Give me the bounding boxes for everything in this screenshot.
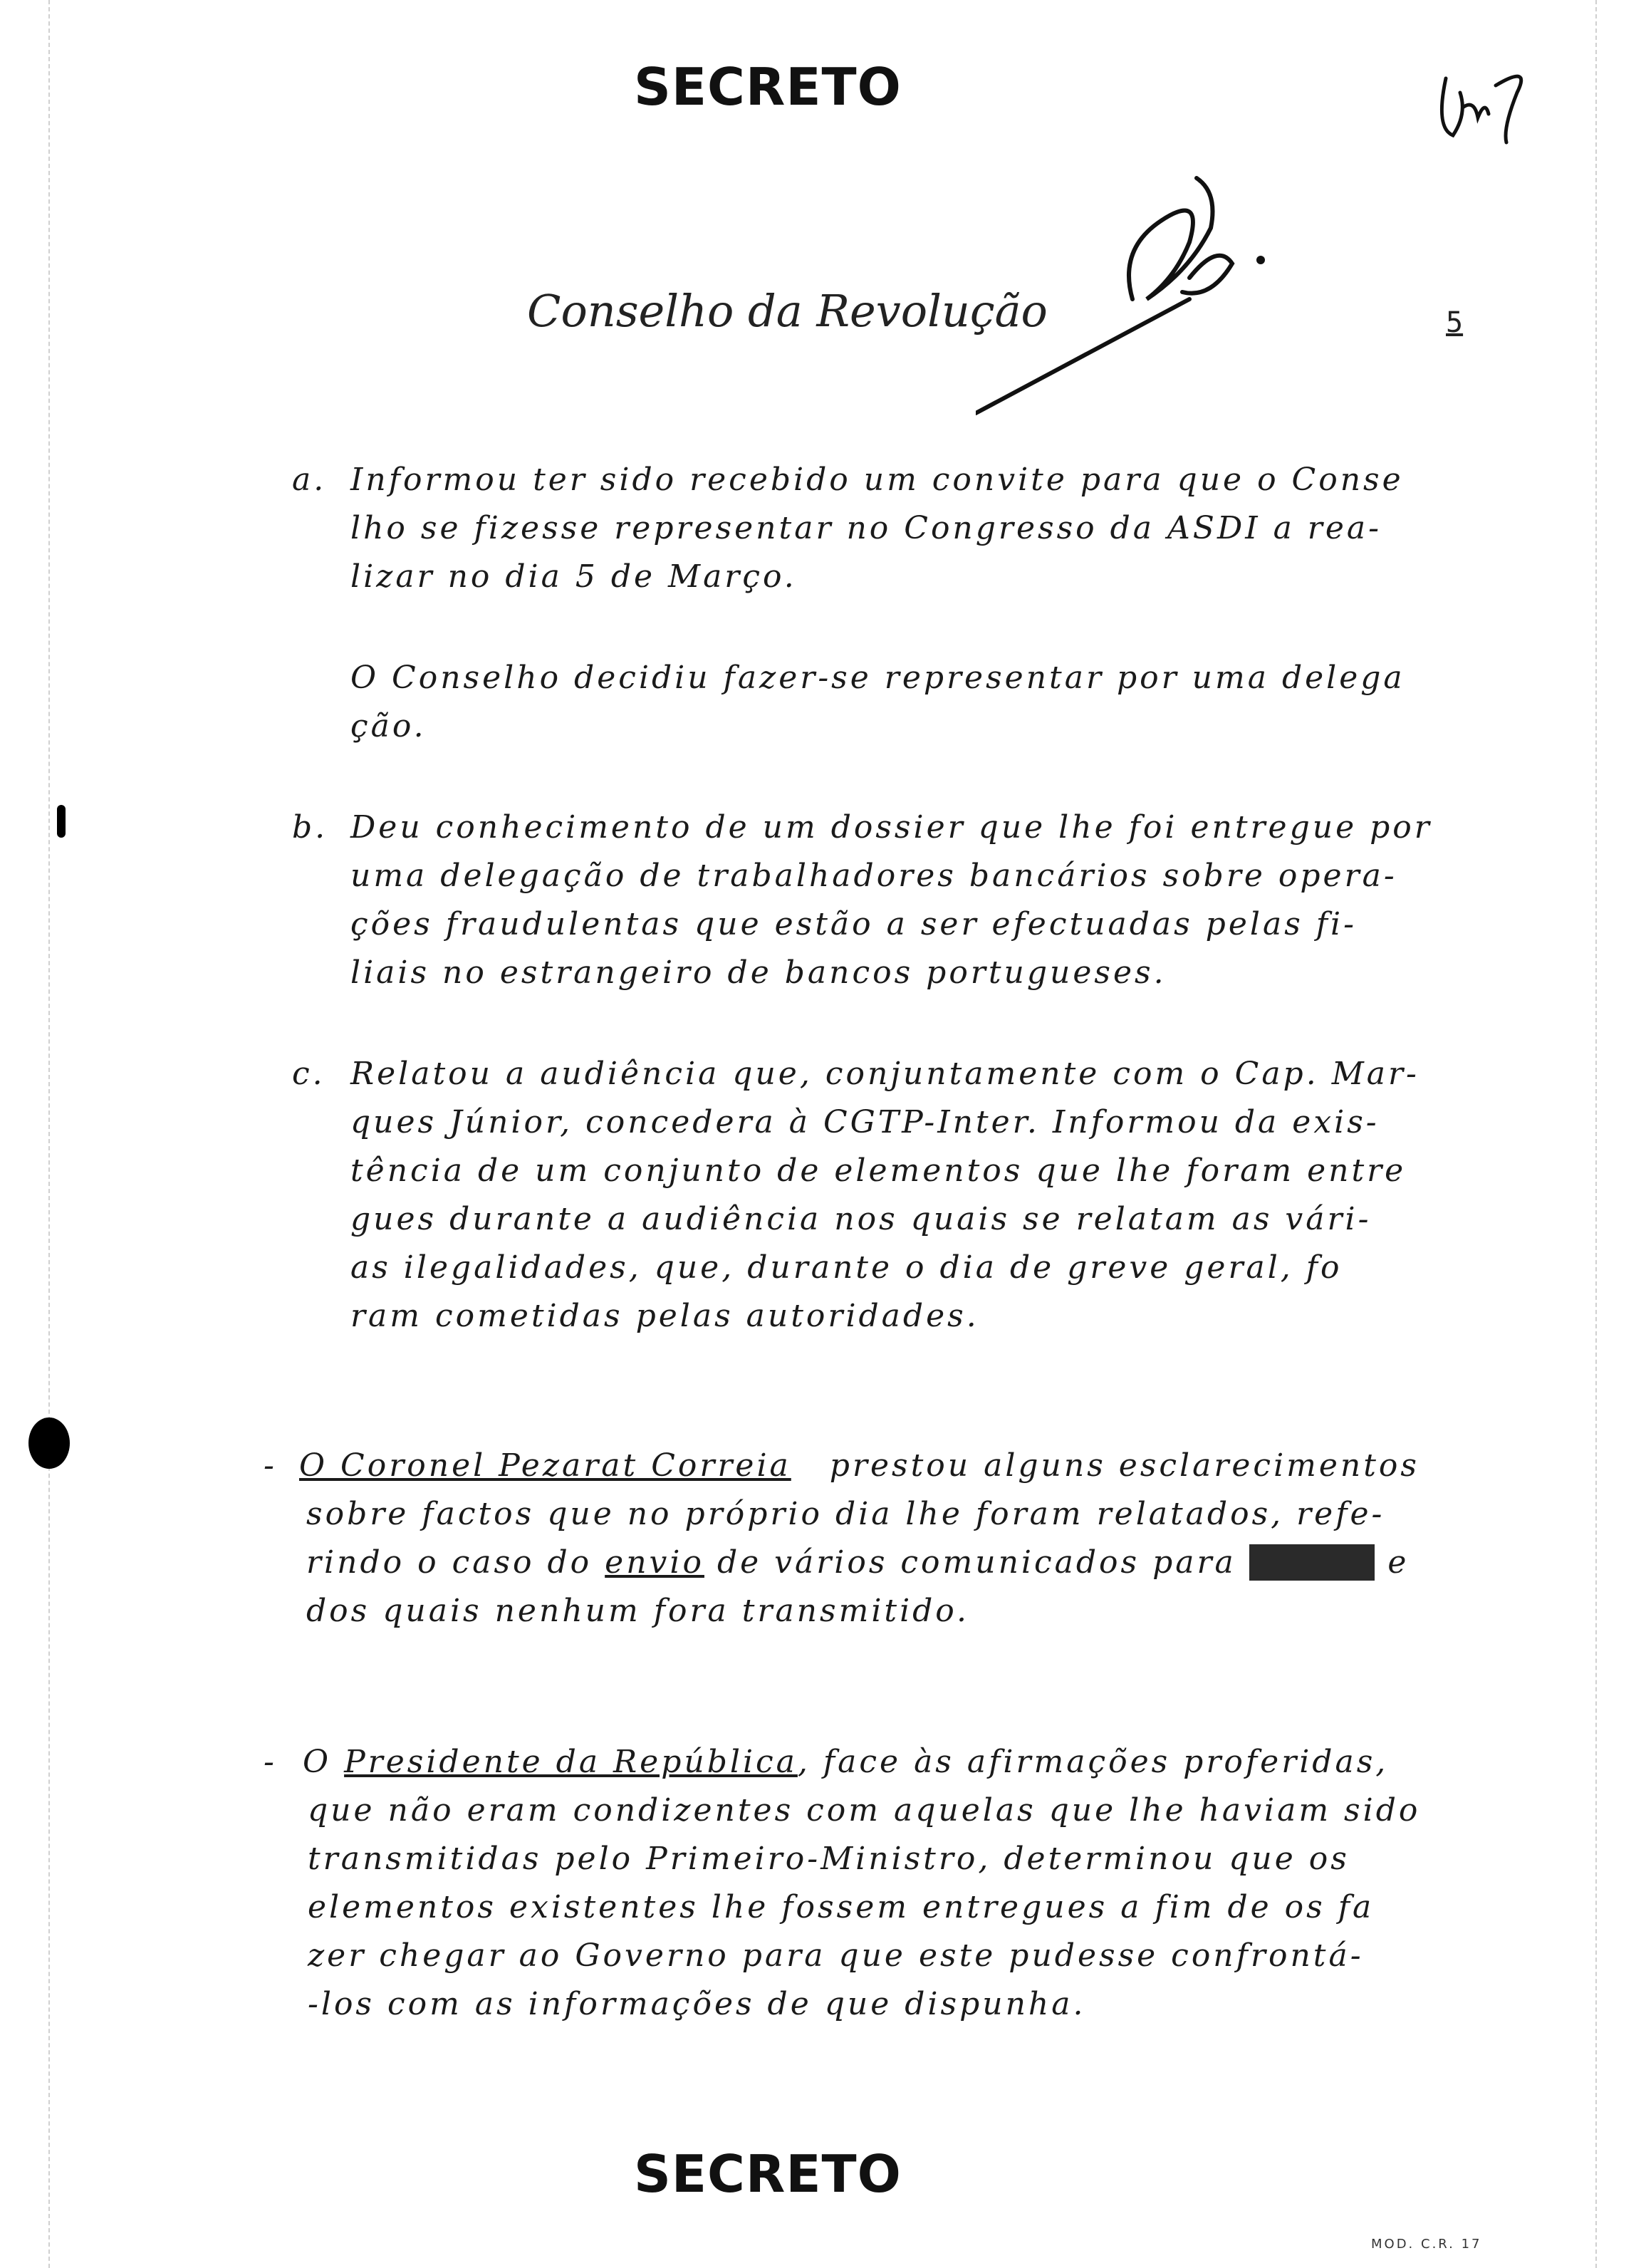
item-c-label: c. [292, 1056, 325, 1092]
item-c-line: as ilegalidades, que, durante o dia de greve geral, fo [350, 1249, 1343, 1286]
item-b-line: ções fraudulentas que estão a ser efectuadas pelas fi- [350, 906, 1357, 942]
coronel-line2-pre: rindo o caso do [306, 1544, 593, 1581]
coronel-first-line [299, 1442, 1419, 1490]
item-a-line: lizar no dia 5 de Março. [350, 558, 797, 595]
redacted-word [1249, 1544, 1375, 1581]
coronel-first-rest: prestou alguns esclarecimentos [829, 1447, 1419, 1484]
presidente-line: transmitidas pelo Primeiro-Ministro, determinou que os [308, 1841, 1350, 1877]
item-c-line: ram cometidas pelas autoridades. [350, 1298, 979, 1334]
presidente-line: zer chegar ao Governo para que este pudesse confrontá- [308, 1937, 1364, 1974]
form-code: MOD. C.R. 17 [1371, 2237, 1482, 2252]
item-b-line: uma delegação de trabalhadores bancários sobre opera- [350, 858, 1397, 894]
item-c-line: Relatou a audiência que, conjuntamente com o Cap. Mar- [350, 1056, 1419, 1092]
item-a-decision-line: ção. [350, 708, 427, 744]
item-b-line: liais no estrangeiro de bancos portugueses. [350, 954, 1167, 991]
coronel-line-envio [306, 1539, 1409, 1587]
right-fold-line [1595, 0, 1597, 2268]
punch-hole [28, 1418, 70, 1469]
coronel-dash: - [264, 1447, 277, 1484]
presidente-first-rest: , face às afirmações proferidas, [797, 1744, 1389, 1780]
presidente-name: Presidente da República [344, 1744, 798, 1780]
handwritten-initials [1432, 50, 1538, 160]
presidente-lead: O [303, 1744, 332, 1780]
presidente-line: elementos existentes lhe fossem entregues a fim de os fa [308, 1889, 1375, 1925]
coronel-line: dos quais nenhum fora transmitido. [306, 1593, 970, 1629]
coronel-line2-tail: e [1387, 1544, 1410, 1581]
item-b-line: Deu conhecimento de um dossier que lhe foi entregue por [350, 809, 1432, 846]
coronel-line: sobre factos que no próprio dia lhe foram relatados, refe- [306, 1496, 1385, 1532]
classification-stamp-bottom: SECRETO [634, 2144, 902, 2204]
item-a-line: lho se fizesse representar no Congresso da ASDI a rea- [350, 510, 1382, 546]
presidente-line: que não eram condizentes com aquelas que lhe haviam sido [308, 1792, 1421, 1829]
coronel-name: O Coronel Pezarat Correia [299, 1447, 791, 1484]
coronel-line2-post: de vários comunicados para [717, 1544, 1236, 1581]
handwritten-signature [976, 164, 1296, 430]
item-c-line: ques Júnior, concedera à CGTP-Inter. Informou da exis- [350, 1104, 1380, 1140]
item-a-line: Informou ter sido recebido um convite para que o Conse [350, 462, 1404, 498]
presidente-line: -los com as informações de que dispunha. [308, 1986, 1086, 2022]
coronel-envio: envio [605, 1544, 704, 1581]
classification-stamp-top: SECRETO [634, 57, 902, 117]
letterhead-title: Conselho da Revolução [527, 285, 1048, 337]
left-fold-line [48, 0, 50, 2268]
presidente-first-line [303, 1738, 1388, 1786]
page-number: 5 [1446, 306, 1464, 339]
item-c-line: gues durante a audiência nos quais se relatam as vári- [350, 1201, 1372, 1237]
item-b-label: b. [292, 809, 328, 846]
presidente-dash: - [264, 1744, 277, 1780]
margin-mark [57, 805, 66, 838]
item-c-line: tência de um conjunto de elementos que lhe foram entre [350, 1153, 1407, 1189]
item-a-label: a. [292, 462, 327, 498]
item-a-decision-line: O Conselho decidiu fazer-se representar por uma delega [350, 660, 1405, 696]
